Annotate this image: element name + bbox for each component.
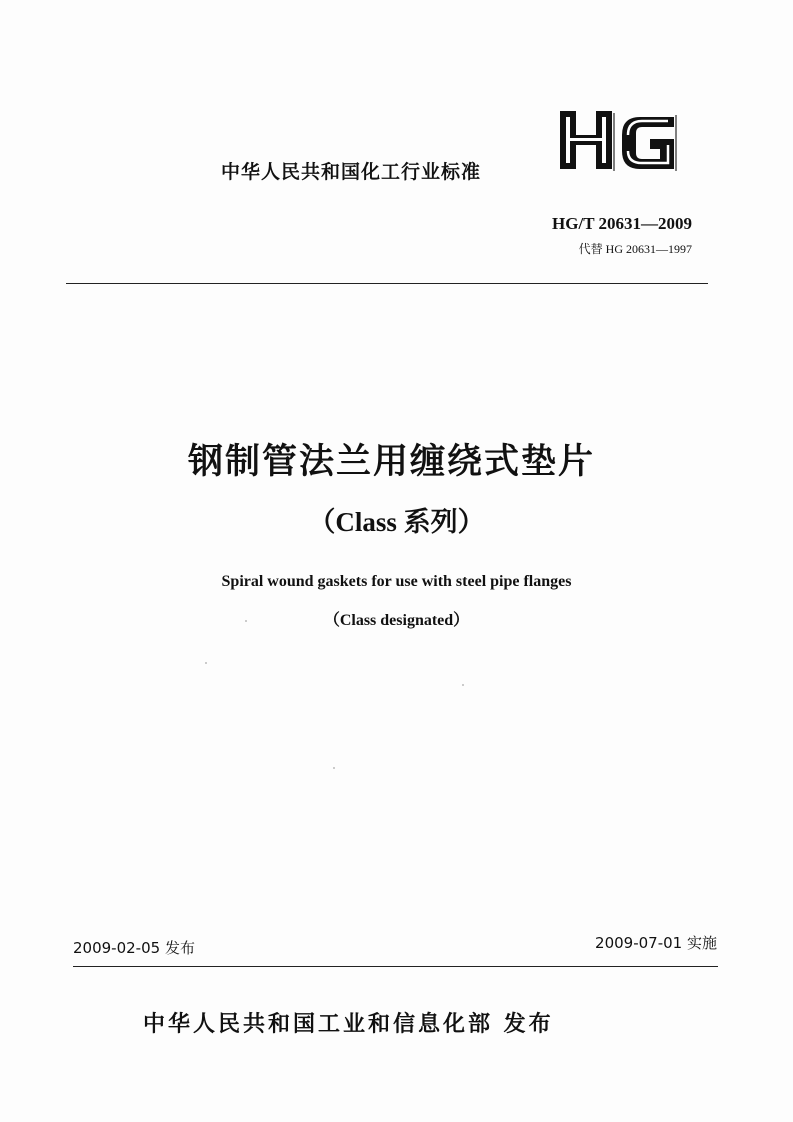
subtitle-chinese: （Class 系列） (308, 507, 485, 537)
standard-number: HG/T 20631—2009 (552, 214, 692, 233)
industry-standard-heading: 中华人民共和国化工行业标准 (221, 161, 482, 183)
publisher: 中华人民共和国工业和信息化部 发布 (143, 1012, 554, 1037)
header-divider (66, 283, 708, 284)
implementation-date: 2009-07-01 实施 (595, 934, 717, 952)
title-english: Spiral wound gaskets for use with steel pipe flanges (221, 573, 572, 590)
scan-speck (245, 620, 247, 622)
title-chinese: 钢制管法兰用缠绕式垫片 (187, 442, 595, 482)
hg-logo (556, 107, 696, 173)
issue-date: 2009-02-05 发布 (73, 939, 195, 957)
scan-speck (333, 767, 335, 769)
footer-divider (73, 966, 718, 967)
replaces-standard: 代替 HG 20631—1997 (578, 242, 692, 256)
subtitle-english: （Class designated） (323, 612, 470, 629)
scan-speck (205, 662, 207, 664)
scan-speck (462, 684, 464, 686)
